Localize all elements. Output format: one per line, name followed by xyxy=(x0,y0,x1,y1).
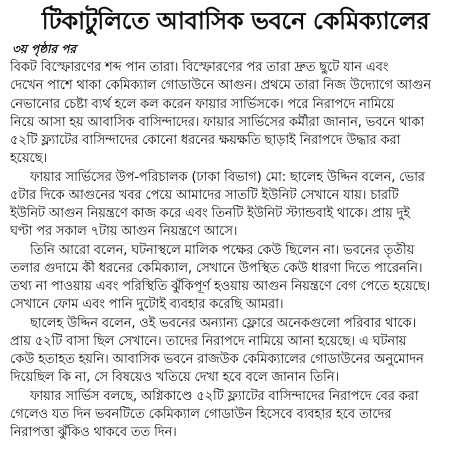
article-line: ইউনিট আগুন নিয়ন্ত্রণে কাজ করে এবং তিনটি ইউনিট স্ট্যান্ডবাই থাকে। প্রায় দুই xyxy=(10,206,410,221)
article-line: ছালেহ উদ্দিন বলেন, ওই ভবনের অন্যান্য ফ্লোরে অনেকগুলো পরিবার থাকে। xyxy=(30,315,416,331)
article-line: নেভানোর চেষ্টা ব্যর্থ হলে কল করেন ফায়ার সার্ভিসকে। পরে নিরাপদে নামিয়ে xyxy=(10,96,395,112)
article-line: হয়েছে। xyxy=(10,151,47,167)
article-body xyxy=(10,59,461,442)
article-line: ফায়ার সার্ভিসের উপ-পরিচালক (ঢাকা বিভাগ) মো: ছালেহ উদ্দিন বলেন, ভোর xyxy=(30,169,425,185)
headline: টিকাটুলিতে আবাসিক ভবনে কেমিক্যালের xyxy=(41,7,430,35)
article-line: তিনি আরো বলেন, ঘটনাস্থলে মালিক পক্ষের কেউ ছিলেন না। ভবনের তৃতীয় xyxy=(30,242,415,258)
article-line: সেখানে ফোম এবং পানি দুটোই ব্যবহার করেছি আমরা। xyxy=(10,297,284,313)
article-line: প্রায় ৫২টি বাসা ছিল সেখানে। তাদের নিরাপদে নামিয়ে আনা হয়েছে। এ ঘটনায় xyxy=(10,333,407,349)
article-line: কেউ হতাহত হয়নি। আবাসিক ভবনে রাজউক কেমিক্যালের গোডাউনের অনুমোদন xyxy=(10,352,424,367)
article-line: বিকট বিস্ফোরণের শব্দ পান তারা। বিস্ফোরণের পর তারা দ্রুত ছুটে যান এবং xyxy=(10,60,389,75)
article-line: তথ্য না পাওয়ায় এবং পরিস্থিতি ঝুঁকিপূর্ণ হওয়ায় আগুন নিয়ন্ত্রণে বেগ পেতে হয়েছে। xyxy=(10,279,431,294)
article-line: ফায়ার সার্ভিস বলছে, অগ্নিকাণ্ডে ৫২টি ফ্ল্যাটের বাসিন্দাদের নিরাপদে বের করা xyxy=(30,388,419,404)
article-line: দিয়েছিল কি না, সে বিষয়েও খতিয়ে দেখা হবে বলে জানান তিনি। xyxy=(10,370,339,386)
article-line: ঘণ্টা পর সকাল ৭টায় আগুন নিয়ন্ত্রণে আসে। xyxy=(10,224,238,240)
continued-from-label: ৩য় পৃষ্ঠার পর xyxy=(12,42,77,56)
article-line: ৫২টি ফ্ল্যাটের বাসিন্দাদের কোনো ধরনের ক্ষয়ক্ষতি ছাড়াই নিরাপদে উদ্ধার করা xyxy=(10,133,401,148)
article-line: নিরাপত্তা ঝুঁকিও থাকবে তত দিন। xyxy=(10,425,177,440)
article-line: গেলেও যত দিন ভবনটিতে কেমিক্যাল গোডাউন হিসেবে ব্যবহার হবে তাদের xyxy=(10,406,392,422)
article-line: নিয়ে আসা হয় আবাসিক বাসিন্দাদের। ফায়ার সার্ভিসের কর্মীরা জানান, ভবনে থাকা xyxy=(10,114,424,130)
article-line: দেখেন পাশে থাকা কেমিক্যাল গোডাউনে আগুন। প্রথমে তারা নিজ উদ্যোগে আগুন xyxy=(10,78,431,94)
article-line: তলার গুদামে কী ধরনের কেমিক্যাল, সেখানে উপস্থিত কেউ ধারণা দিতে পারেননি। xyxy=(10,260,423,276)
article-line: ৫টার দিকে আগুনের খবর পেয়ে আমাদের সাতটি ইউনিট সেখানে যায়। চারটি xyxy=(10,187,399,203)
